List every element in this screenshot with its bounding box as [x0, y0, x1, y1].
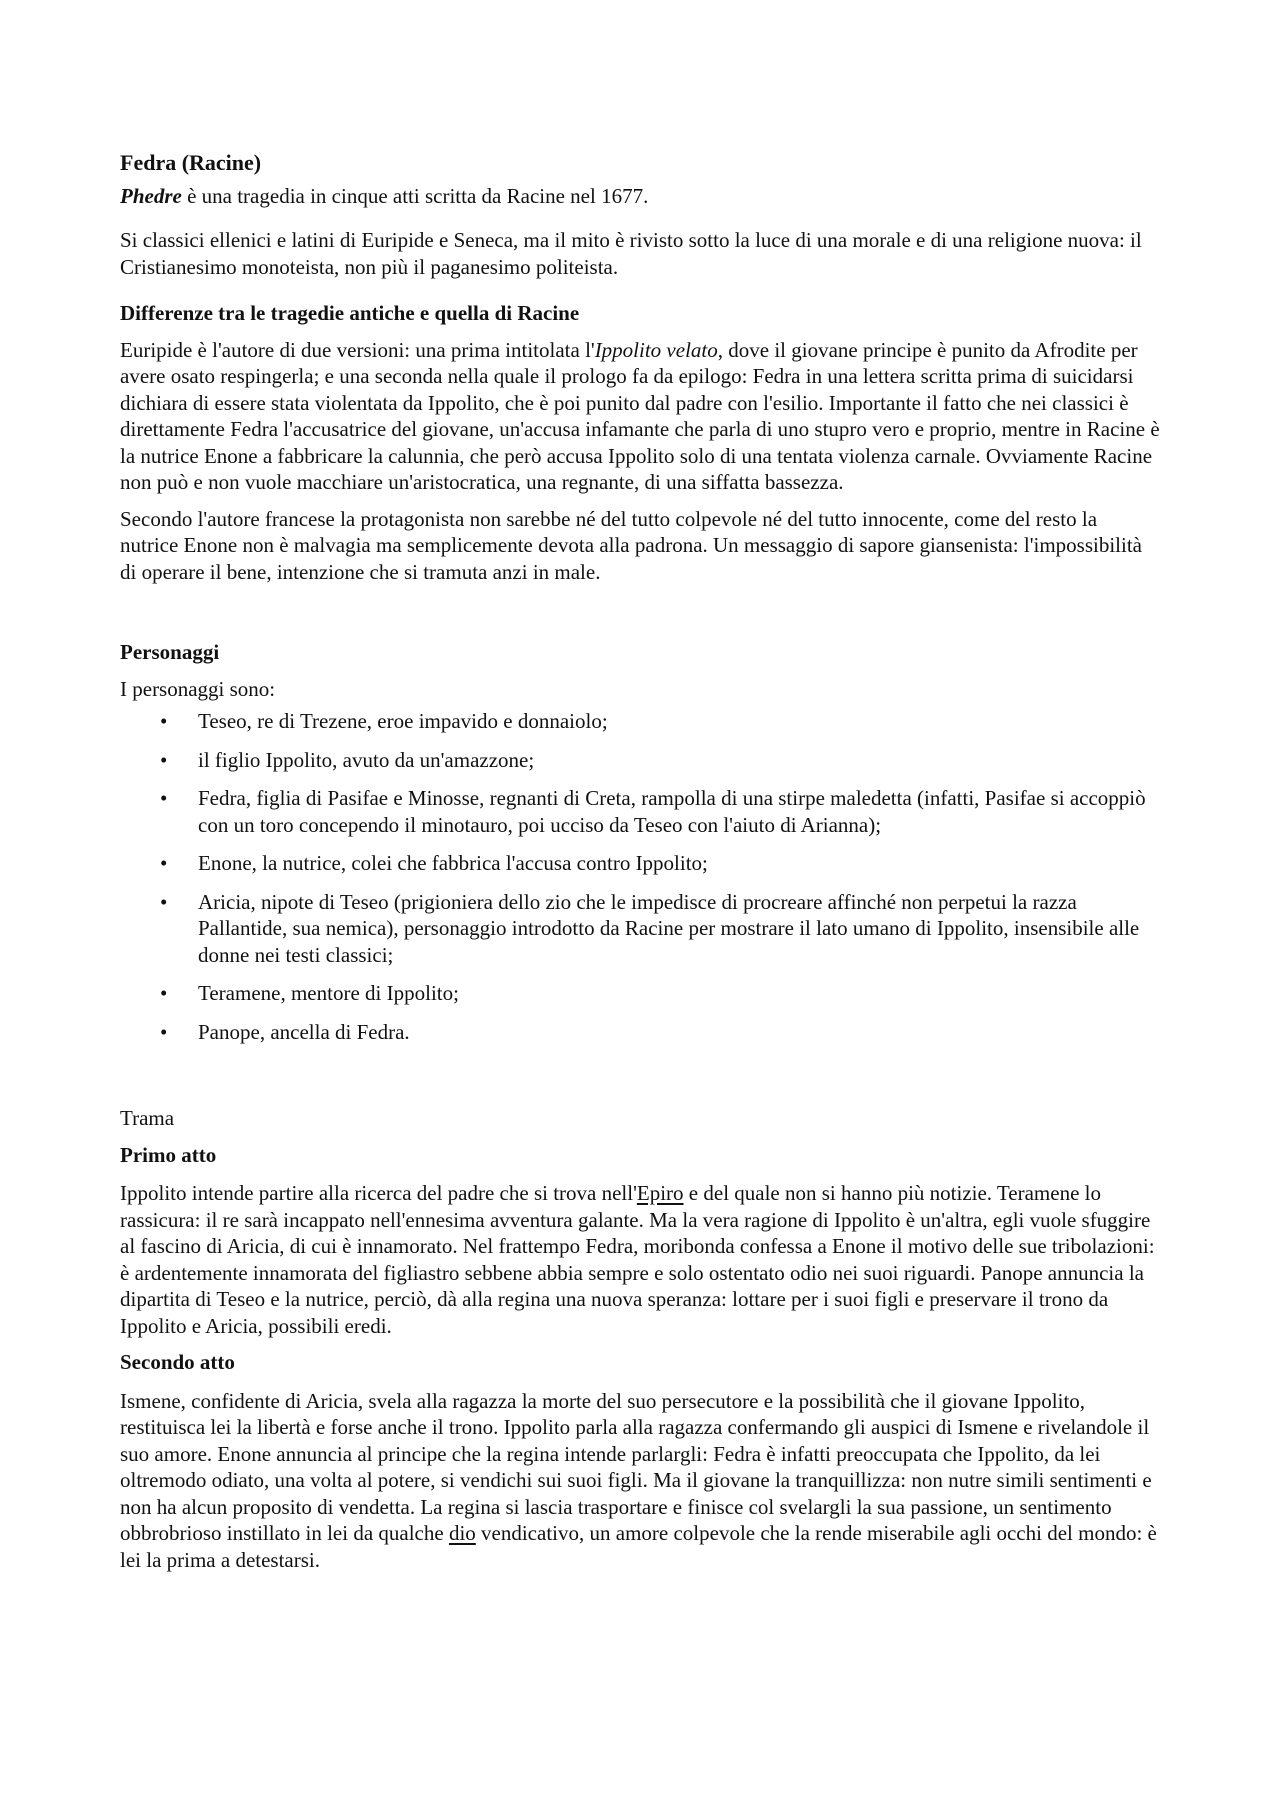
list-item: [120, 785, 1160, 838]
character-text: il figlio Ippolito, avuto da un'amazzone;: [198, 747, 535, 772]
differences-heading: Differenze tra le tragedie antiche e quella di Racine: [120, 301, 580, 325]
document-page: [120, 150, 1160, 1583]
character-text: Fedra, figlia di Pasifae e Minosse, regnanti di Creta, rampolla di una stirpe maledetta (infatti, Pasifae si accoppiò con un toro concependo il minotauro, poi ucciso da Teseo con l'aiuto di Arianna);: [198, 786, 1146, 837]
act2-text-start: Ismene, confidente di Aricia, svela alla ragazza la morte del suo persecutore e la possibilità che il giovane Ippolito, restituisca lei la libertà e forse anche il trono. Ippolito parla alla ragazza confermando gli auspici di Ismene e rivelandole il suo amore. Enone annuncia al principe che la regina intende parlargli: Fedra è infatti preoccupata che Ippolito, da lei oltremodo odiato, una volta al potere, si vendichi sui suoi figli. Ma il giovane la tranquillizza: non nutre simili sentimenti e non ha alcun proposito di vendetta. La regina si lascia trasportare e finisce col svelargli la sua passione, un sentimento obbrobrioso instillato in lei da qualche: [120, 1388, 1152, 1545]
list-item: [120, 889, 1160, 969]
character-text: Teseo, re di Trezene, eroe impavido e donnaiolo;: [198, 709, 608, 733]
epiro-link[interactable]: Epiro: [636, 1181, 684, 1205]
act1-heading: Primo atto: [120, 1142, 217, 1167]
character-text: Enone, la nutrice, colei che fabbrica l'accusa contro Ippolito;: [198, 851, 708, 875]
bullet-icon: •: [160, 981, 168, 1005]
sources-paragraph: Si classici ellenici e latini di Euripide e Seneca, ma il mito è rivisto sotto la luce di una morale e di una religione nuova: il Cristianesimo monoteista, non più il paganesimo politeista.: [120, 228, 1142, 279]
spacer: [120, 1057, 1160, 1105]
list-item: [120, 1019, 1160, 1046]
differences-paragraph-2: Secondo l'autore francese la protagonista non sarebbe né del tutto colpevole né del tutto innocente, come del resto la nutrice Enone non è malvagia ma semplicemente devota alla padrona. Un messaggio di sapore giansenista: l'impossibilità di operare il bene, intenzione che si tramuta anzi in male.: [120, 506, 1142, 584]
act1-text-end: e del quale non si hanno più notizie. Teramene lo rassicura: il re sarà incappato nell'ennesima avventura galante. Ma la vera ragione di Ippolito è un'altra, egli vuole sfuggire al fascino di Aricia, di cui è innamorato. Nel frattempo Fedra, moribonda confessa a Enone il motivo delle sue tribolazioni: è ardentemente innamorata del figliastro sebbene abbia sempre e solo ostentato odio nei suoi riguardi. Panope annuncia la dipartita di Teseo e la nutrice, perciò, dà alla regina una nuova speranza: lottare per i suoi figli e preservare il trono da Ippolito e Aricia, possibili eredi.: [120, 1181, 1155, 1338]
intro-paragraph: [120, 183, 1160, 210]
dio-link[interactable]: dio: [448, 1521, 476, 1545]
bullet-icon: •: [160, 851, 168, 875]
characters-heading: Personaggi: [120, 640, 220, 664]
differences-p1-after: , dove il giovane principe è punito da Afrodite per avere osato respingerla; e una seconda nella quale il prologo fa da epilogo: Fedra in una lettera scritta prima di suicidarsi dichiara di essere stata violentata da Ippolito, che è poi punito dal padre con l'esilio. Importante il fatto che nei classici è direttamente Fedra l'accusatrice del giovane, un'accusa infamante che parla di uno stupro vero e proprio, mentre in Racine è la nutrice Enone a fabbricare la calunnia, che però accusa Ippolito solo di una tentata violenza carnale. Ovviamente Racine non può e non vuole macchiare un'aristocratica, una regnante, di una siffatta bassezza.: [120, 337, 1160, 494]
differences-p1-before: Euripide è l'autore di due versioni: una prima intitolata l': [120, 337, 595, 362]
bullet-icon: •: [160, 889, 168, 914]
act1-text-start: Ippolito intende partire alla ricerca del padre che si trova nell': [120, 1181, 637, 1205]
act2-heading: Secondo atto: [120, 1350, 235, 1374]
list-item: [120, 747, 1160, 774]
bullet-icon: •: [160, 709, 168, 733]
character-text: Aricia, nipote di Teseo (prigioniera dello zio che le impedisce di procreare affinché non perpetui la razza Pallantide, sua nemica), personaggio introdotto da Racine per mostrare il lato umano di Ippolito, insensibile alle donne nei testi classici;: [198, 889, 1140, 967]
plot-heading: Trama: [120, 1106, 175, 1130]
list-item: [120, 708, 1160, 735]
act2-text-end: vendicativo, un amore colpevole che la rende miserabile agli occhi del mondo: è lei la prima a detestarsi.: [120, 1521, 1157, 1572]
differences-paragraph-1: [120, 337, 1160, 496]
character-text: Teramene, mentore di Ippolito;: [198, 981, 459, 1005]
document-title: Fedra (Racine): [120, 150, 262, 175]
list-item: [120, 850, 1160, 877]
characters-intro: I personaggi sono:: [120, 676, 276, 701]
ippolito-velato-title: Ippolito velato: [594, 337, 718, 362]
spacer: [120, 595, 1160, 639]
characters-list: [120, 708, 1160, 1045]
list-item: [120, 980, 1160, 1007]
act1-paragraph: [120, 1180, 1160, 1339]
bullet-icon: •: [160, 1019, 168, 1044]
bullet-icon: •: [160, 786, 168, 810]
intro-text: è una tragedia in cinque atti scritta da Racine nel 1677.: [181, 183, 649, 208]
character-text: Panope, ancella di Fedra.: [198, 1019, 410, 1044]
act2-paragraph: [120, 1388, 1160, 1574]
play-name: Phedre: [120, 183, 182, 208]
bullet-icon: •: [160, 747, 168, 772]
